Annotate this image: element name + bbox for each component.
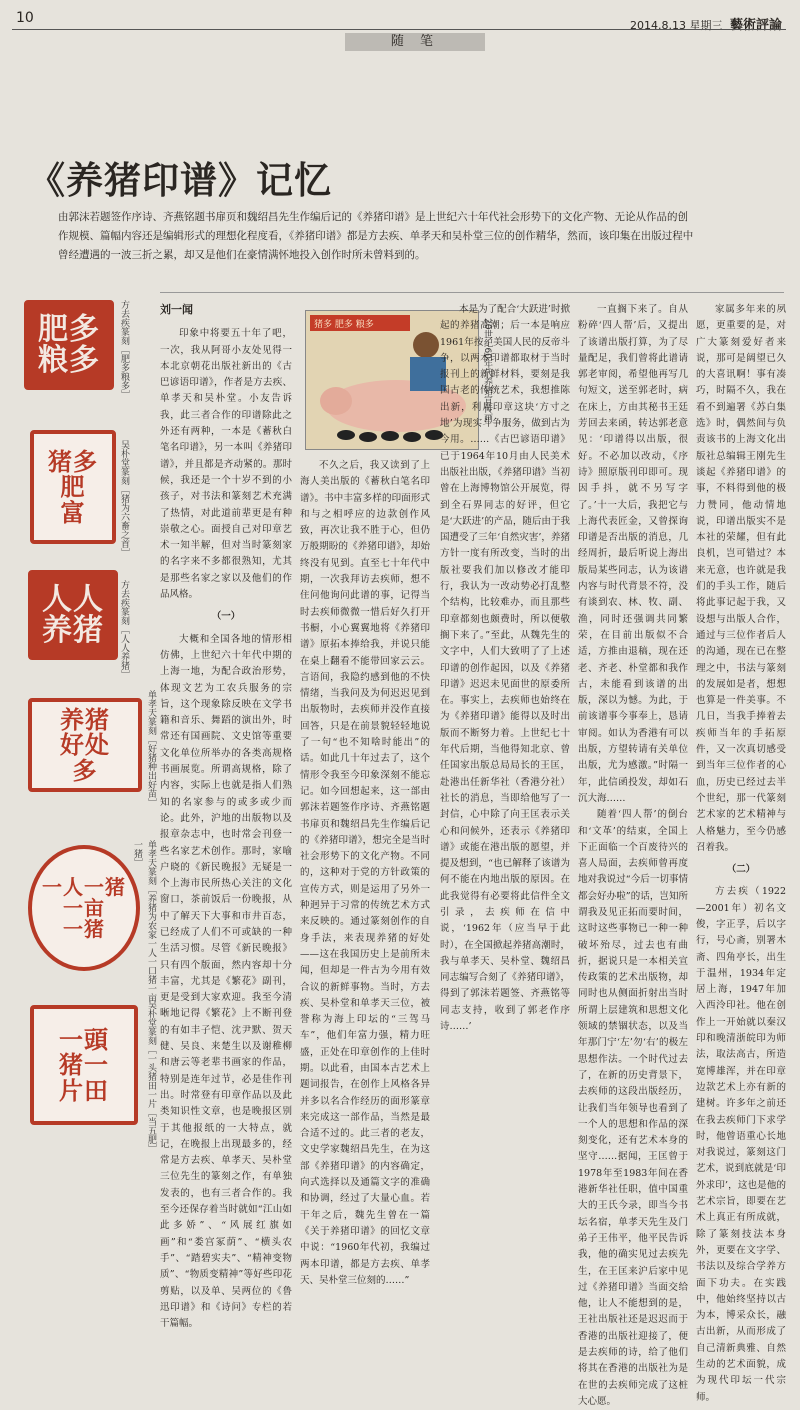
seal-caption-3: 方去疾篆刻［人人养猪］ (119, 580, 129, 679)
text-column-2 (300, 458, 430, 1286)
illustration-caption: 20世纪60年代养猪宣传画 (482, 318, 492, 422)
seal-image-3 (28, 570, 118, 660)
paragraph: 本是为了配合‘大跃进’时掀起的养猪高潮；后一本是响应1961年按了美国人民的反帝斗争，以两本印谱都取材于当时报刊上的新鲜材料，要刻是我国古老的传统艺术，我想推陈出新，利用印章这块‘方寸之地’为现实斗争服务，做到古为今用。……《古巴谚语印谱》已于1964年10月由人民美术出版社出版，《养猪印谱》当初曾在上海博物馆公开展览，得到全石界同志的好评，但它是‘大跃进’的产品，随后由于我国遭受了三年‘自然灾害’，养猪方针一度有所改变，当时的出版社要我们加以修改才能印行，我认为一改动势必打乱整个结构，比较难办，而且那些印章都刻也颇费时，所以便敬搁下来了。”至此，从魏先生的文字中，人们大致明了了上述印谱的创作起因，以及《养猪印谱》迟迟未见面世的原委所在。事实上，去疾师也始终在为《养猪印谱》能得以及时出版而不断努力着。上世纪七十年代后期，当他得知北京、曾任国家出版总局局长的王匡，赴港出任新华社（香港分社）社长的消息，当即给他写了一封信，心中除了向王匡表示关心和问候外，还表示《养猪印谱》或能在港出版的愿望，并提及想到，“也已解释了该谱为何不能在内地出版的原因。在此我觉得有必要将此信件全文引录，去疾师在信中说，‘1962年（应当早于此时），在全国掀起养猪高潮时，我与单孝天、吴朴堂、魏绍昌同志编写合刻了《养猪印谱》，得到了郭沫若题签、齐燕铭等同志支持，收到了郭老作序诗……’ (440, 304, 570, 1033)
seal-text: 一頭 猪一 片田 (59, 1025, 109, 1105)
newspaper-name: 藝術評論 (729, 18, 782, 33)
article-lede: 由郭沫若题签作序诗、齐燕铭题书扉页和魏绍昌先生作编后记的《养猪印谱》是上世纪六十年代社会形势下的文化产物、无论从作品的创作规模、篇幅内容还是编辑形式的理想化程度看，《养猪印谱》都是方去疾、单孝天和吴朴堂三位的创作精华，然而，该印集在出版过程中曾经遭遇的一波三折之累，却又是他们在豪情满怀地投入创作时所未曾料到的。 (58, 211, 694, 261)
seal-image-5 (28, 845, 140, 971)
paragraph: 随着‘四人帮’的倒台和‘文革’的结束，全国上下正面临一个百废待兴的喜人局面，去疾师曾再度地对我说过“今后一切事情都会好办啦”的话，岂知所谓我及见正拓而要时间，这时这些事物已一种一种破坏殆尽，过去也有曲折，据说只是一本相关宣传政策的艺术出版物，却同时也从侧面折射出当时所谓上层建筑和思想文化领域的禁锢状态，以及当年那门宁‘左’勿‘右’的极左思想作法。一个时代过去了，在新的历史背景下，去疾师的这段出版经历，让我们当年领导也看到了一个人的思想和作品的深刻变化，还有艺术本身的坚守……据闻，王匡曾于1978年至1983年间在香港新华社任职，值中国重大的王氏今录，即当今书坛名宿，单孝天先生及门弟子王伟平，他平民告诉我，他的确实见过去疾先生，在王匡来沪后家中见过《养猪印谱》当面交给他，让人不能想到的是，王社出版社还是迟迟而于香港的出版社迎接了，便是去疾师的诗，给了他们将其在香港的出版社为是在世的去疾师完成了这桩大心愿。 (578, 809, 688, 1407)
text-column-1 (160, 302, 292, 1330)
header-rule (12, 29, 786, 30)
section-heading-2: （二） (726, 864, 756, 876)
seal-text: 养猪 好处 多 (60, 705, 110, 785)
seal-text: 肥多 粮多 (38, 311, 100, 378)
seal-caption-5: 单孝天篆刻［养猪为农家一人一口猪一亩一猪］ (132, 840, 156, 1002)
article-title: 《养猪印谱》记忆 (28, 158, 332, 202)
paragraph: 方去疾（1922—2001年）初名文俊，字正孚，后以字行，号心斋，别署木斋、四角亭长，出生于温州，1934年定居上海，1947年加入西泠印社。他在创作上一开始就以秦汉印和晚清浙皖印为师法，取法高古，所造宽博雄浑，并在印章边款艺术上亦有新的建树。许多年之前还在我去疾师门下求学时，他曾语重心长地对我说过，篆刻这门艺术，说到底就是‘印外求印’，这也是他的艺术宗旨，即要在艺术上真正有所成就，除了篆刻技法本身外，更要在文字学、书法以及综合学养方面下功夫。在实践中，他始终坚持以古为本，博采众长，融古出新，从而形成了自己清新典雅、自然生动的艺术面貌，成为现代印坛一代宗师。 (696, 886, 786, 1403)
lede-divider (160, 292, 784, 293)
seal-caption-1: 方去疾篆刻［肥多粮多］ (119, 300, 129, 399)
seal-caption-4: 单孝天篆刻［好猪种出好苗］ (146, 690, 156, 807)
text-column-4 (578, 302, 688, 1407)
seal-image-4 (28, 698, 142, 792)
seal-image-2 (30, 430, 116, 544)
page-header-meta (630, 14, 782, 33)
page-number: 10 (16, 10, 34, 26)
article-author: 刘一闻 (160, 303, 193, 316)
seal-caption-6: 吴朴堂篆刻［一头猪田一片［当五肥］ (146, 1000, 156, 1153)
paragraph: 家属多年来的夙愿，更重要的是，对广大篆刻爱好者来说，那可是阔望已久的大喜讯啊！事有凑巧，时隔不久，我在看不到遍署《苏白集选》时，偶然间与负责该书的上海文化出版社总编辑王刚先生谈起《养猪印谱》的事，不料得到他的极力赞同，他动情地说，印谱出版实不是本社的荣耀，但有此良机，岂可错过？本来无意，也许就是我们的手头工作，随后将此事记起于我，又设想与出版人合作，通过与三位作者后人的沟通，现在已在整理之中，书法与篆刻的发展如是者，想想也算是一件美事。不几日，当我手捧着去疾师当年的手拓原件，又一次真切感受到当年三位作者的心血，历史已经过去半个世纪，那一代篆刻艺术家的艺术精神与人格魅力，至今仍感召着我。 (696, 304, 786, 853)
issue-weekday: 星期三 (689, 19, 723, 32)
paragraph: 一直搁下来了。自从粉碎‘四人帮’后，又提出了该谱出版打算，为了尽量配足，我们曾将此谱请郭老审阅，希望他再写几句短文，送至郭老时，病在床上，方由其秘书王廷芳回去来函，转达郭老意见：‘印谱得以出版，很好。不必加以改动，《序诗》照原版刊印即可。现因手抖，就不另写字了。’十一大后，我把它与上海代表匠金，又曾探询印谱是否出版的消息，几经周折，最后听说上海出版局某些同志，认为该谱内容与时代背景不符，没有谈到农、林、牧、副、渔，同时还强调共同繁荣，在目前出版似不合适，方推由退稿，现在还老、齐老、朴堂都和我作古，未能看到该谱的出版，深以为憾。为此，于前该谱事今事奉上，恳请审阅。如认为香港有可以出版，方望转请有关单位出版，尤为感激。”时隔一年，此信函投发，却如石沉大海…… (578, 304, 688, 804)
poster-slogan: 猪多 肥多 粮多 (314, 320, 374, 330)
seal-text: 一人一猪 一亩 一猪 (42, 874, 126, 941)
seal-image-6 (30, 1005, 138, 1125)
text-column-5 (696, 302, 786, 1403)
text-column-3 (440, 302, 570, 1142)
section-label: 随 笔 (345, 33, 485, 51)
issue-date: 2014.8.13 (630, 19, 686, 32)
section-heading-1: （一） (211, 611, 241, 623)
seal-caption-2: 吴朴堂篆刻［猪为六畜之首］ (119, 440, 129, 557)
paragraph: 大概和全国各地的情形相仿佛，上世纪六十年代中期的上海一地，为配合政治形势，体现文艺为工农兵服务的宗旨，这个现象除反映在文学书籍和音乐、舞蹈的演出外，时常还有国画院、文史馆等重要文化单位所举办的各类高规格书画展览。所谓高规格，除了内容，实际上也就是指人们熟知的名家参与的或多或少而论。此外，沪地的出版物以及报章杂志中，也时常会刊登一些名家艺术创作。那时，家喻户晓的《新民晚报》无疑是一个上海市民所热心关注的文化窗口，茶前饭后一份晚报，从中了解天下大事和市井百态，已经成了人们不可或缺的一种生活习惯。尽管《新民晚报》只有四个版面，然内容却十分丰富，尤其是《繁花》副刊，更是受到大家欢迎。我至今清晰地记得《繁花》上不断刊登的有如丰子恺、沈尹默、贺天健、吴良、来楚生以及谢稚柳和唐云等老辈书画家的作品，特别是连年过节，必是佳作刊出。时常登有印章作品以及此类知识性文章，也是晚报区别于其他报纸的一大特点，就记，在晚报上出现最多的，经常是方去疾、单孝天、吴朴堂三位先生的篆刻之作，有单独发表的，也有三者合作的。我至今还保存着当时就如“江山如此多娇”、“风展红旗如画”和“娄宫冢荫”、“横头农手”、“踏碧实夫”、“精神变物质”、“物质变精神”等好些印花剪贴，以及单、吴两位的《鲁迅印谱》和《诗问》专栏的若干篇幅。 (160, 633, 292, 1330)
paragraph: 不久之后，我又读到了上海人美出版的《蓄秋白笔名印谱》。书中丰富多样的印面形式和与之相呼应的边款创作风致，再次让我不胜于心，但仍万般期盼的《养猪印谱》，却始终没有见到。直至七十年代中期，一次我拜访去疾师，想不住问他询问此谱的事，记得当时去疾师微微一惜后好久打开书橱，小心翼翼地将《养猪印谱》原拓本捧给我，并说只能在桌上翻看不能带回家云云。言语间，我隐约感到他的不快情绪，当我问及为何迟迟见到出版物时，去疾师并没作直接回答，只是在前景貌轻轻地说了一句“也不知啥时能出”的话。如此几十年过去了，这个情形令我至今印象深刻不能忘记。如今回想起来，这一部由郭沫若题签作序诗、齐燕铭题书扉页和魏绍昌先生作编后记的《养猪印谱》，想完全是当时社会形势下的文化产物。不同的，这种对于党的方针政策的宣传方式，则是运用了另外一种迥异于习常的传统艺术方式来反映的。通过篆刻创作的自身手法，来表现养猪的好处——这在我国历史上是前所未闻，但却是一件古为今用有效合议的新鲜事物。当时，方去疾、吴朴堂和单孝天三位，被誉称为海上印坛的“三驾马车”，他们年富力强，精力旺盛，正处在印章创作的上佳时期。以此看，由国本古艺术上题词报告，在创作上风格各异并多以名合作经历的面形篆章来完成这一部作品，当然是最合适不过的。此三者的老友，文史学家魏绍昌先生，在为这部《养猪印谱》的内容确定，向式选择以及通篇文字的准确和协调，经过了大量心血。若干年之后，魏先生曾在一篇《关于养猪印谱》的回忆文章中说：“1960年代初，我编过两本印谱，都是方去疾、单孝天、吴朴堂三位刻的……” (300, 460, 430, 1286)
seal-text: 人人 养猪 (42, 581, 104, 648)
seal-text: 猪多 肥 富 (48, 447, 98, 527)
paragraph: 印象中将要五十年了吧，一次，我从阿哥小友处见得一本北京朝花出版社新出的《古巴谚语印谱》，作者是方去疾、单孝天和吴朴堂。小友告诉我，此三者合作的印谱除此之外还有两种，一本是《蓄秋白笔名印谱》，另一本叫《养猪印谱》，并且都是齐动紧的。那时候，我还是一个十岁不到的小孩子，对书法和篆刻艺术充满了热情，对此道前辈更是有种崇敬之心。面授自己对印章艺术一知半解，但对当时篆刻家的名字来不多都很熟知，尤其是那些名家之家以及他们的作品风格。 (160, 328, 292, 601)
seal-image-1 (24, 300, 114, 390)
